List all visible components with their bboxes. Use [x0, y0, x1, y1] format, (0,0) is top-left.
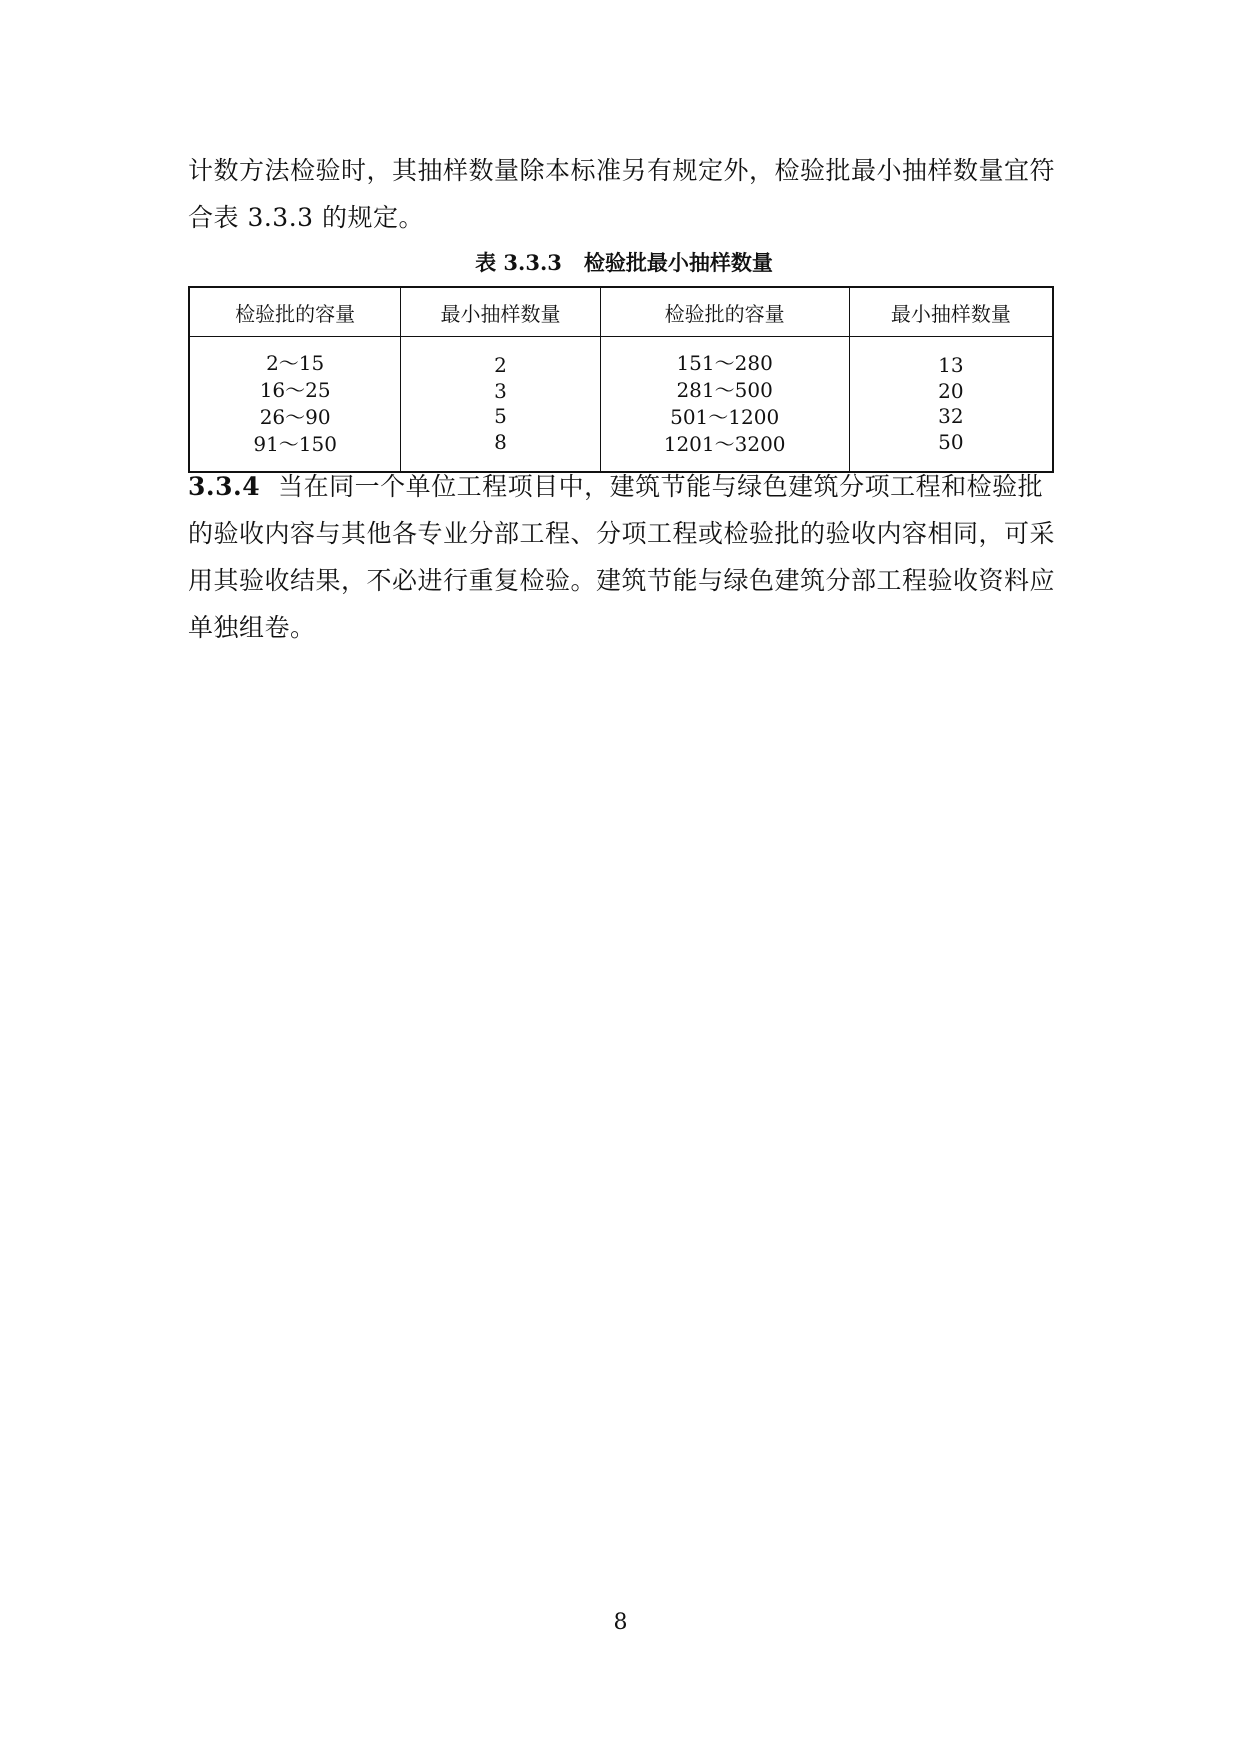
min-sample-value: 50: [938, 429, 964, 454]
header-batch-capacity-2: 检验批的容量: [600, 287, 849, 337]
capacity-range: 91～150: [253, 432, 337, 456]
capacity-range: 281～500: [676, 378, 773, 402]
min-sample-value: 2: [494, 353, 507, 377]
capacity-range: 501～1200: [670, 405, 780, 429]
capacity-range: 16～25: [259, 378, 331, 402]
batch-capacity-cell-2: [600, 337, 849, 473]
capacity-range: 2～15: [266, 351, 325, 375]
page-number: 8: [613, 1610, 628, 1635]
table-header-row: [189, 287, 1053, 337]
table-caption-number: 表 3.3.3: [475, 250, 562, 275]
min-sample-value: 20: [938, 378, 964, 403]
table-row: [189, 337, 1053, 473]
intro-paragraph: 计数方法检验时，其抽样数量除本标准另有规定外，检验批最小抽样数量宜符合表 3.3.3 的规定。: [188, 156, 1056, 232]
capacity-range: 1201～3200: [663, 432, 786, 456]
min-sample-value: 3: [494, 378, 507, 403]
capacity-range: 151～280: [676, 351, 773, 375]
header-min-sample-2: 最小抽样数量: [849, 287, 1053, 337]
min-sample-value: 5: [494, 404, 507, 428]
min-sample-value: 8: [494, 429, 507, 454]
min-sample-value: 32: [938, 404, 964, 428]
table-caption-title: 检验批最小抽样数量: [583, 250, 773, 275]
batch-capacity-cell-1: [189, 337, 401, 473]
clause-3-3-4-paragraph: [188, 463, 1060, 651]
header-min-sample-1: 最小抽样数量: [401, 287, 600, 337]
min-sample-cell-1: [401, 337, 600, 473]
min-sample-cell-2: [849, 337, 1053, 473]
clause-text: 当在同一个单位工程项目中，建筑节能与绿色建筑分项工程和检验批的验收内容与其他各专业分部工程、分项工程或检验批的验收内容相同，可采用其验收结果，不必进行重复检验。建筑节能与绿色建筑分部工程验收资料应单独组卷。: [188, 472, 1056, 642]
capacity-range: 26～90: [259, 405, 331, 429]
sampling-table: [188, 286, 1054, 473]
header-batch-capacity-1: 检验批的容量: [189, 287, 401, 337]
min-sample-value: 13: [938, 353, 964, 377]
clause-number: 3.3.4: [188, 472, 261, 501]
table-caption: [188, 248, 1060, 278]
